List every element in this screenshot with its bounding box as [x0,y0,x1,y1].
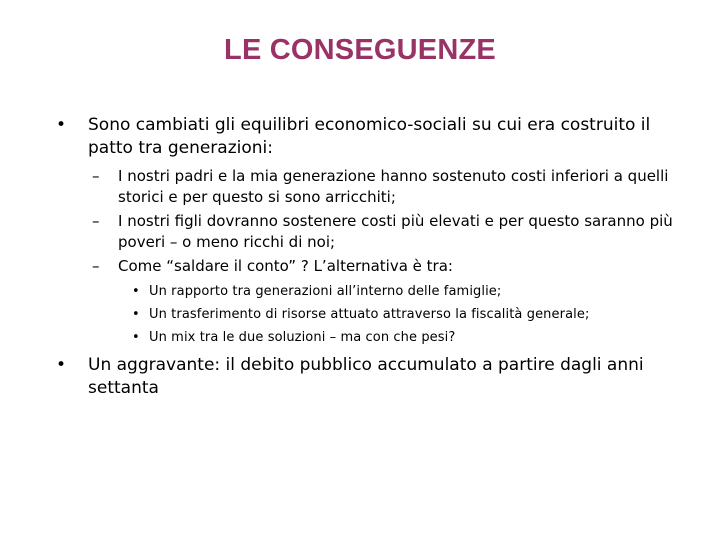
bullet-marker: • [56,115,67,135]
bullet-marker: • [132,284,140,299]
slide-title: LE CONSEGUENZE [224,34,496,66]
sub-sub-bullet-text: Un rapporto tra generazioni all’interno delle famiglie; [149,284,502,299]
slide-body [56,114,676,400]
dash-marker: – [92,167,100,185]
sub-bullet-item [56,166,676,208]
bullet-marker: • [132,307,140,322]
bullet-text: Sono cambiati gli equilibri economico-sociali su cui era costruito il patto tra generazioni: [88,115,651,158]
bullet-text: Un aggravante: il debito pubblico accumulato a partire dagli anni settanta [88,355,644,398]
dash-marker: – [92,212,100,230]
sub-sub-bullet-item [56,280,676,303]
bullet-item [56,354,676,400]
bullet-item [56,114,676,160]
sub-bullet-text: I nostri padri e la mia generazione hanno sostenuto costi inferiori a quelli storici e per questo si sono arricchiti; [118,167,669,206]
sub-sub-bullet-item [56,303,676,326]
sub-sub-bullet-text: Un trasferimento di risorse attuato attraverso la fiscalità generale; [149,307,590,322]
dash-marker: – [92,257,100,275]
bullet-marker: • [132,330,140,345]
sub-bullet-text: I nostri figli dovranno sostenere costi più elevati e per questo saranno più poveri – o meno ricchi di noi; [118,212,673,251]
sub-sub-bullet-text: Un mix tra le due soluzioni – ma con che pesi? [149,330,456,345]
sub-sub-bullet-item [56,326,676,349]
sub-bullet-text: Come “saldare il conto” ? L’alternativa è tra: [118,257,453,275]
sub-bullet-item [56,211,676,253]
bullet-marker: • [56,355,67,375]
sub-bullet-item [56,256,676,277]
